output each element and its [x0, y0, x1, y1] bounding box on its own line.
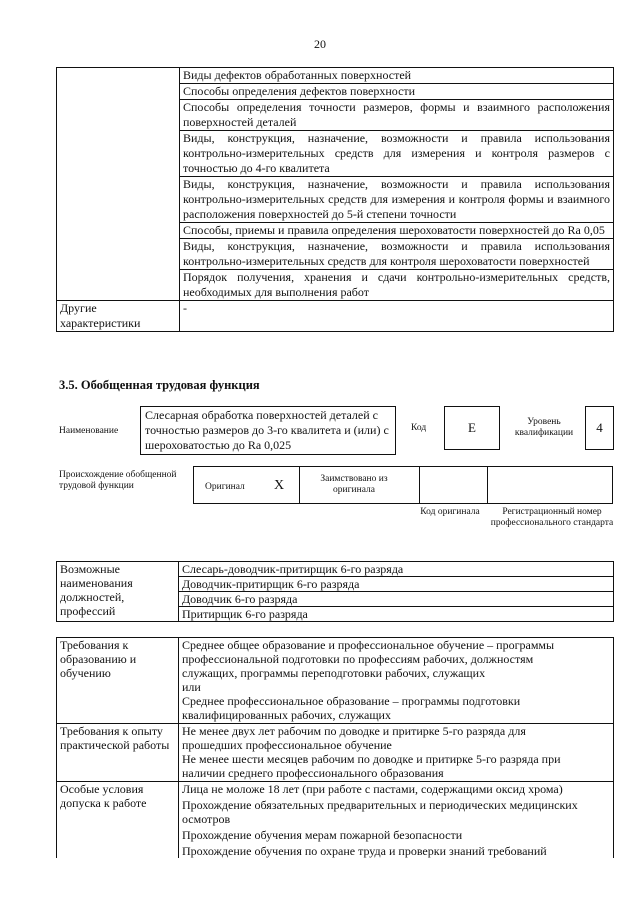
admission-line: Лица не моложе 18 лет (при работе с пастами, содержащими оксид хрома) [182, 782, 563, 796]
education-value [179, 638, 614, 724]
knowledge-table [56, 67, 614, 332]
admission-line: Прохождение обучения по охране труда и проверки знаний требований [182, 844, 547, 858]
education-label: Требования к образованию и обучению [57, 638, 179, 724]
section-title: 3.5. Обобщенная трудовая функция [59, 378, 260, 392]
page-number: 20 [314, 37, 326, 51]
reg-number-label: Регистрационный номер профессионального стандарта [490, 507, 614, 528]
knowledge-row: Способы определения дефектов поверхности [180, 84, 614, 100]
education-line: квалифицированных рабочих, служащих [182, 708, 391, 722]
admission-line: Прохождение обучения мерам пожарной безопасности [182, 828, 463, 842]
education-line: Среднее общее образование и профессиональное обучение – программы [182, 638, 555, 652]
position-item: Слесарь-доводчик-притирщик 6-го разряда [179, 562, 614, 577]
knowledge-row: Виды, конструкция, назначение, возможности и правила использования контрольно-измерительных средств для контроля шероховатости поверхностей [180, 239, 614, 270]
original-mark: X [274, 478, 285, 493]
education-line: служащих, программы переподготовки рабочих, служащих [182, 666, 486, 680]
other-label: Другие характеристики [57, 301, 180, 332]
divider [419, 467, 420, 503]
empty-label-cell [57, 68, 180, 301]
position-item: Доводчик 6-го разряда [179, 592, 614, 607]
knowledge-row: Способы определения точности размеров, формы и взаимного расположения поверхностей деталей [180, 100, 614, 131]
code-original-label: Код оригинала [420, 507, 480, 517]
admission-line: Прохождение обязательных предварительных и периодических медицинских осмотров [182, 798, 578, 826]
knowledge-row: Виды дефектов обработанных поверхностей [180, 68, 614, 84]
function-name: Слесарная обработка поверхностей деталей с точностью размеров до 3-го квалитета и (или) с шероховатостью до Ra 0,025 [140, 406, 396, 455]
name-label: Наименование [59, 426, 119, 436]
requirements-table [56, 637, 614, 858]
education-line: профессиональной подготовки по профессиям рабочих, должностям [182, 652, 534, 666]
knowledge-row: Виды, конструкция, назначение, возможности и правила использования контрольно-измерительных средств для измерения и контроля формы и взаимного расположения поверхностей до 5-й степени точности [180, 177, 614, 223]
origin-box [193, 466, 613, 504]
borrowed-label: Заимствовано из оригинала [320, 474, 388, 495]
experience-value [179, 724, 614, 782]
knowledge-row: Порядок получения, хранения и сдачи контрольно-измерительных средств, необходимых для выполнения работ [180, 270, 614, 301]
divider [487, 467, 488, 503]
experience-line: Не менее двух лет рабочим по доводке и притирке 5-го разряда для [182, 724, 526, 738]
other-value: - [180, 301, 614, 332]
position-item: Притирщик 6-го разряда [179, 607, 614, 622]
education-line: или [182, 680, 201, 694]
original-label: Оригинал [205, 482, 245, 492]
positions-table [56, 561, 614, 622]
experience-line: наличии среднего профессионального образования [182, 766, 444, 780]
divider [299, 467, 300, 503]
level-value: 4 [585, 406, 614, 450]
code-label: Код [411, 423, 427, 433]
admission-label: Особые условия допуска к работе [57, 782, 179, 859]
experience-line: Не менее шести месяцев рабочим по доводке и притирке 5-го разряда при [182, 752, 561, 766]
admission-value [179, 782, 614, 859]
origin-label: Происхождение обобщенной трудовой функции [59, 470, 177, 491]
position-item: Доводчик-притирщик 6-го разряда [179, 577, 614, 592]
level-label: Уровень квалификации [514, 417, 574, 438]
experience-line: прошедших профессиональное обучение [182, 738, 392, 752]
knowledge-row: Способы, приемы и правила определения шероховатости поверхностей до Ra 0,05 [180, 223, 614, 239]
knowledge-row: Виды, конструкция, назначение, возможности и правила использования контрольно-измерительных средств для измерения и контроля размеров с точностью до 4-го квалитета [180, 131, 614, 177]
experience-label: Требования к опыту практической работы [57, 724, 179, 782]
code-value: E [444, 406, 500, 450]
positions-label: Возможные наименования должностей, профессий [57, 562, 179, 622]
education-line: Среднее профессиональное образование – программы подготовки [182, 694, 521, 708]
